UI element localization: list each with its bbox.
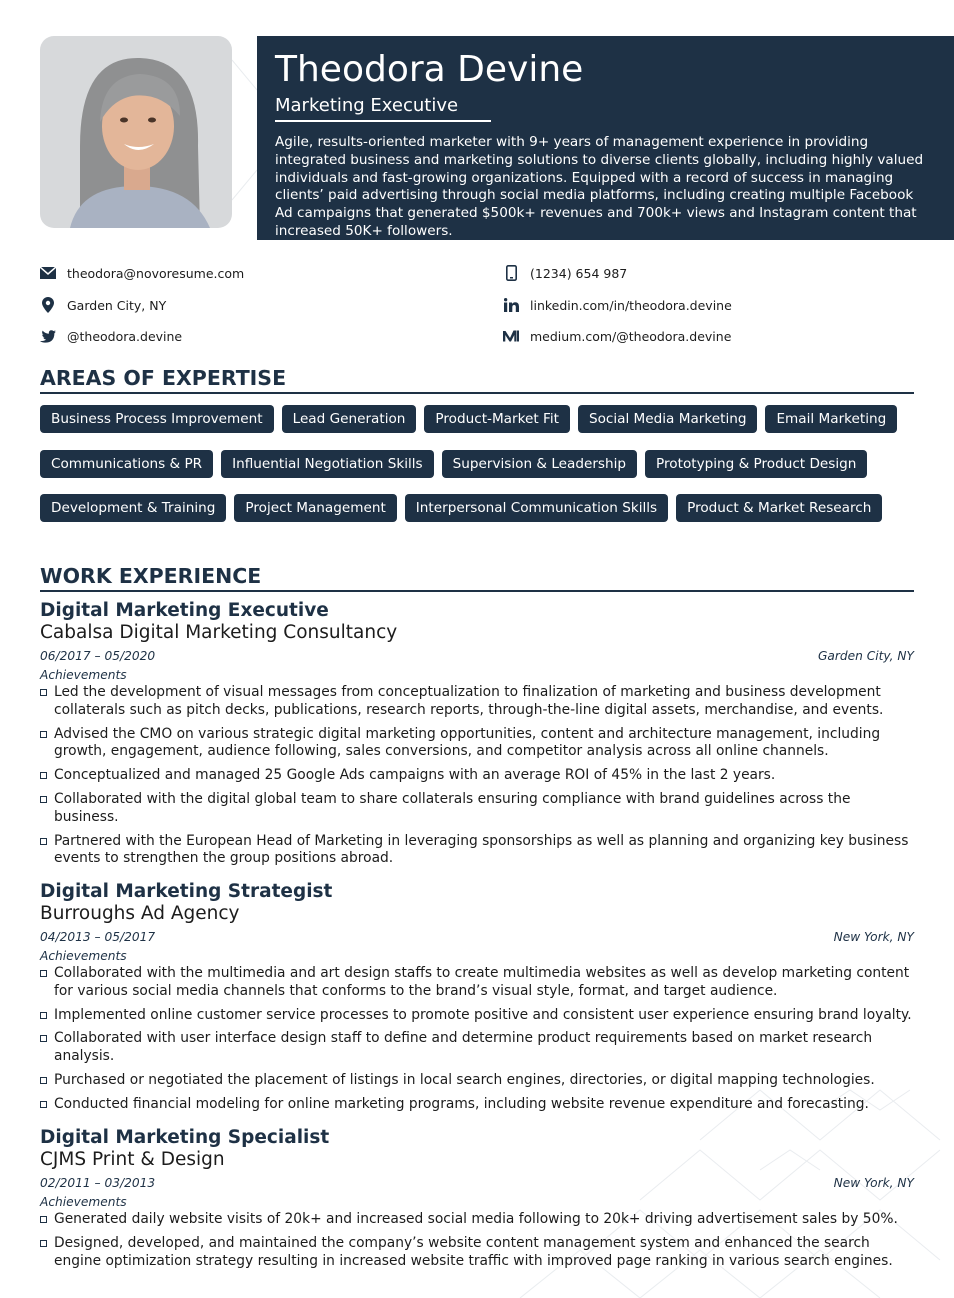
- work-experience-heading: WORK EXPERIENCE: [40, 562, 914, 592]
- contact-medium-text: medium.com/@theodora.devine: [530, 328, 732, 344]
- expertise-heading: AREAS OF EXPERTISE: [40, 364, 914, 394]
- contact-linkedin[interactable]: [503, 295, 732, 315]
- linkedin-icon: [503, 297, 519, 313]
- job-dates: 04/2013 – 05/2017: [40, 930, 156, 944]
- bullet-square-icon: [40, 689, 47, 696]
- job-location: New York, NY: [833, 930, 914, 944]
- bullet-square-icon: [40, 1216, 47, 1223]
- bullet-text: Designed, developed, and maintained the company’s website content management system and enhanced the search engine optimization strategy resulting in increased website traffic with improved page ranking in various search engines.: [54, 1234, 893, 1269]
- list-item: [40, 767, 914, 785]
- expertise-tag: Email Marketing: [765, 405, 897, 433]
- achievements-label: Achievements: [40, 949, 127, 963]
- job-dates: 06/2017 – 05/2020: [40, 649, 156, 663]
- location-pin-icon: [40, 297, 56, 313]
- job-meta: [40, 927, 914, 947]
- candidate-name: Theodora Devine: [275, 49, 584, 90]
- contact-medium[interactable]: [503, 326, 731, 346]
- job-entry-2: [40, 881, 914, 1120]
- job-location: New York, NY: [833, 1176, 914, 1190]
- job-meta: [40, 1173, 914, 1193]
- expertise-tag: Prototyping & Product Design: [645, 450, 867, 478]
- list-item: [40, 1072, 914, 1090]
- contact-email-text: theodora@novoresume.com: [67, 265, 245, 281]
- medium-icon: [503, 328, 519, 344]
- job-entry-1: [40, 600, 914, 874]
- expertise-row-2: [40, 450, 867, 478]
- bullet-square-icon: [40, 1077, 47, 1084]
- list-item: [40, 791, 914, 827]
- expertise-tag: Influential Negotiation Skills: [221, 450, 434, 478]
- bullet-text: Conducted financial modeling for online marketing programs, including website revenue expenditure and forecasting.: [54, 1095, 869, 1112]
- bullet-text: Collaborated with the multimedia and art design staffs to create multimedia websites as well as develop marketing content for various social media channels that conforms to the brand’s visual style, format, and target audience.: [54, 965, 910, 999]
- list-item: [40, 1211, 914, 1229]
- header-panel: [257, 36, 954, 240]
- job-location: Garden City, NY: [817, 649, 914, 663]
- twitter-icon: [40, 328, 56, 344]
- expertise-tag: Interpersonal Communication Skills: [405, 494, 668, 522]
- expertise-tag: Development & Training: [40, 494, 226, 522]
- bullet-square-icon: [40, 838, 47, 845]
- achievements-label: Achievements: [40, 668, 127, 682]
- bullet-text: Conceptualized and managed 25 Google Ads campaigns with an average ROI of 45% in the last 2 years.: [54, 767, 776, 784]
- achievements-list: [40, 1211, 914, 1270]
- expertise-tag: Business Process Improvement: [40, 405, 274, 433]
- job-title: Digital Marketing Strategist: [40, 881, 333, 902]
- bullet-square-icon: [40, 1240, 47, 1247]
- contact-twitter-text: @theodora.devine: [67, 328, 183, 344]
- achievements-list: [40, 684, 914, 868]
- bullet-square-icon: [40, 796, 47, 803]
- job-company: CJMS Print & Design: [40, 1149, 225, 1170]
- expertise-tag: Product & Market Research: [676, 494, 882, 522]
- list-item: [40, 684, 914, 720]
- contact-phone[interactable]: [503, 263, 627, 283]
- bullet-text: Generated daily website visits of 20k+ and increased social media following to 20k+ driving advertisement sales by 50%.: [54, 1211, 898, 1227]
- bullet-text: Purchased or negotiated the placement of listings in local search engines, directories, or digital mapping technologies.: [54, 1071, 875, 1088]
- contact-location: [40, 295, 166, 315]
- list-item: [40, 1235, 914, 1271]
- job-meta: [40, 646, 914, 666]
- list-item: [40, 1030, 914, 1066]
- list-item: [40, 726, 914, 762]
- bullet-text: Collaborated with user interface design staff to define and determine product requirements based on market research analysis.: [54, 1030, 873, 1065]
- profile-photo: [40, 36, 232, 228]
- expertise-row-1: [40, 405, 897, 433]
- expertise-tag: Supervision & Leadership: [442, 450, 637, 478]
- bullet-text: Partnered with the European Head of Marketing in leveraging sponsorships as well as planning and organizing key business events to strengthen the group positions abroad.: [54, 832, 909, 867]
- achievements-list: [40, 965, 914, 1114]
- expertise-tag: Project Management: [234, 494, 396, 522]
- expertise-tag: Lead Generation: [282, 405, 417, 433]
- list-item: [40, 965, 914, 1001]
- contact-phone-text: (1234) 654 987: [530, 265, 628, 281]
- bullet-text: Implemented online customer service processes to promote positive and consistent user experience ensuring brand loyalty.: [54, 1006, 912, 1023]
- contact-email[interactable]: [40, 263, 244, 283]
- bullet-square-icon: [40, 1101, 47, 1108]
- list-item: [40, 1007, 914, 1025]
- bullet-square-icon: [40, 772, 47, 779]
- bullet-square-icon: [40, 1035, 47, 1042]
- job-entry-3: [40, 1127, 914, 1276]
- expertise-tag: Social Media Marketing: [578, 405, 758, 433]
- expertise-row-3: [40, 494, 882, 522]
- expertise-tag: Product-Market Fit: [424, 405, 570, 433]
- job-title: Digital Marketing Specialist: [40, 1127, 330, 1148]
- summary-text: Agile, results-oriented marketer with 9+ years of management experience in providing integrated business and marketing solutions to diverse clients globally, including highly valued individuals and fast-growing organizations. Equipped with a record of success in managing clients’ paid advertising through social media platforms, including creating multiple Facebook Ad campaigns that generated $500k+ revenues and 700k+ views and Instagram content that increased 50K+ followers.: [275, 134, 924, 239]
- job-company: Burroughs Ad Agency: [40, 903, 240, 924]
- title-underline: [275, 120, 491, 122]
- envelope-icon: [40, 265, 56, 281]
- achievements-label: Achievements: [40, 1195, 127, 1209]
- bullet-square-icon: [40, 1012, 47, 1019]
- bullet-text: Led the development of visual messages from conceptualization to finalization of marketing and business development collaterals such as pitch decks, publications, research reports, through-the-line digital assets, merchandise, and events.: [54, 684, 884, 718]
- bullet-text: Advised the CMO on various strategic digital marketing opportunities, content and architecture management, including growth, engagement, audience following, sales conversions, and competitor analysis across all online channels.: [54, 725, 881, 760]
- job-company: Cabalsa Digital Marketing Consultancy: [40, 622, 398, 643]
- candidate-title: Marketing Executive: [275, 95, 459, 116]
- contact-location-text: Garden City, NY: [67, 297, 167, 313]
- contact-linkedin-text: linkedin.com/in/theodora.devine: [530, 297, 732, 313]
- job-title: Digital Marketing Executive: [40, 600, 329, 621]
- list-item: [40, 1096, 914, 1114]
- contact-twitter[interactable]: [40, 326, 182, 346]
- bullet-text: Collaborated with the digital global team to share collaterals ensuring compliance with brand guidelines across the business.: [54, 790, 851, 825]
- phone-icon: [503, 265, 519, 281]
- list-item: [40, 833, 914, 869]
- bullet-square-icon: [40, 970, 47, 977]
- expertise-tag: Communications & PR: [40, 450, 213, 478]
- bullet-square-icon: [40, 731, 47, 738]
- job-dates: 02/2011 – 03/2013: [40, 1176, 156, 1190]
